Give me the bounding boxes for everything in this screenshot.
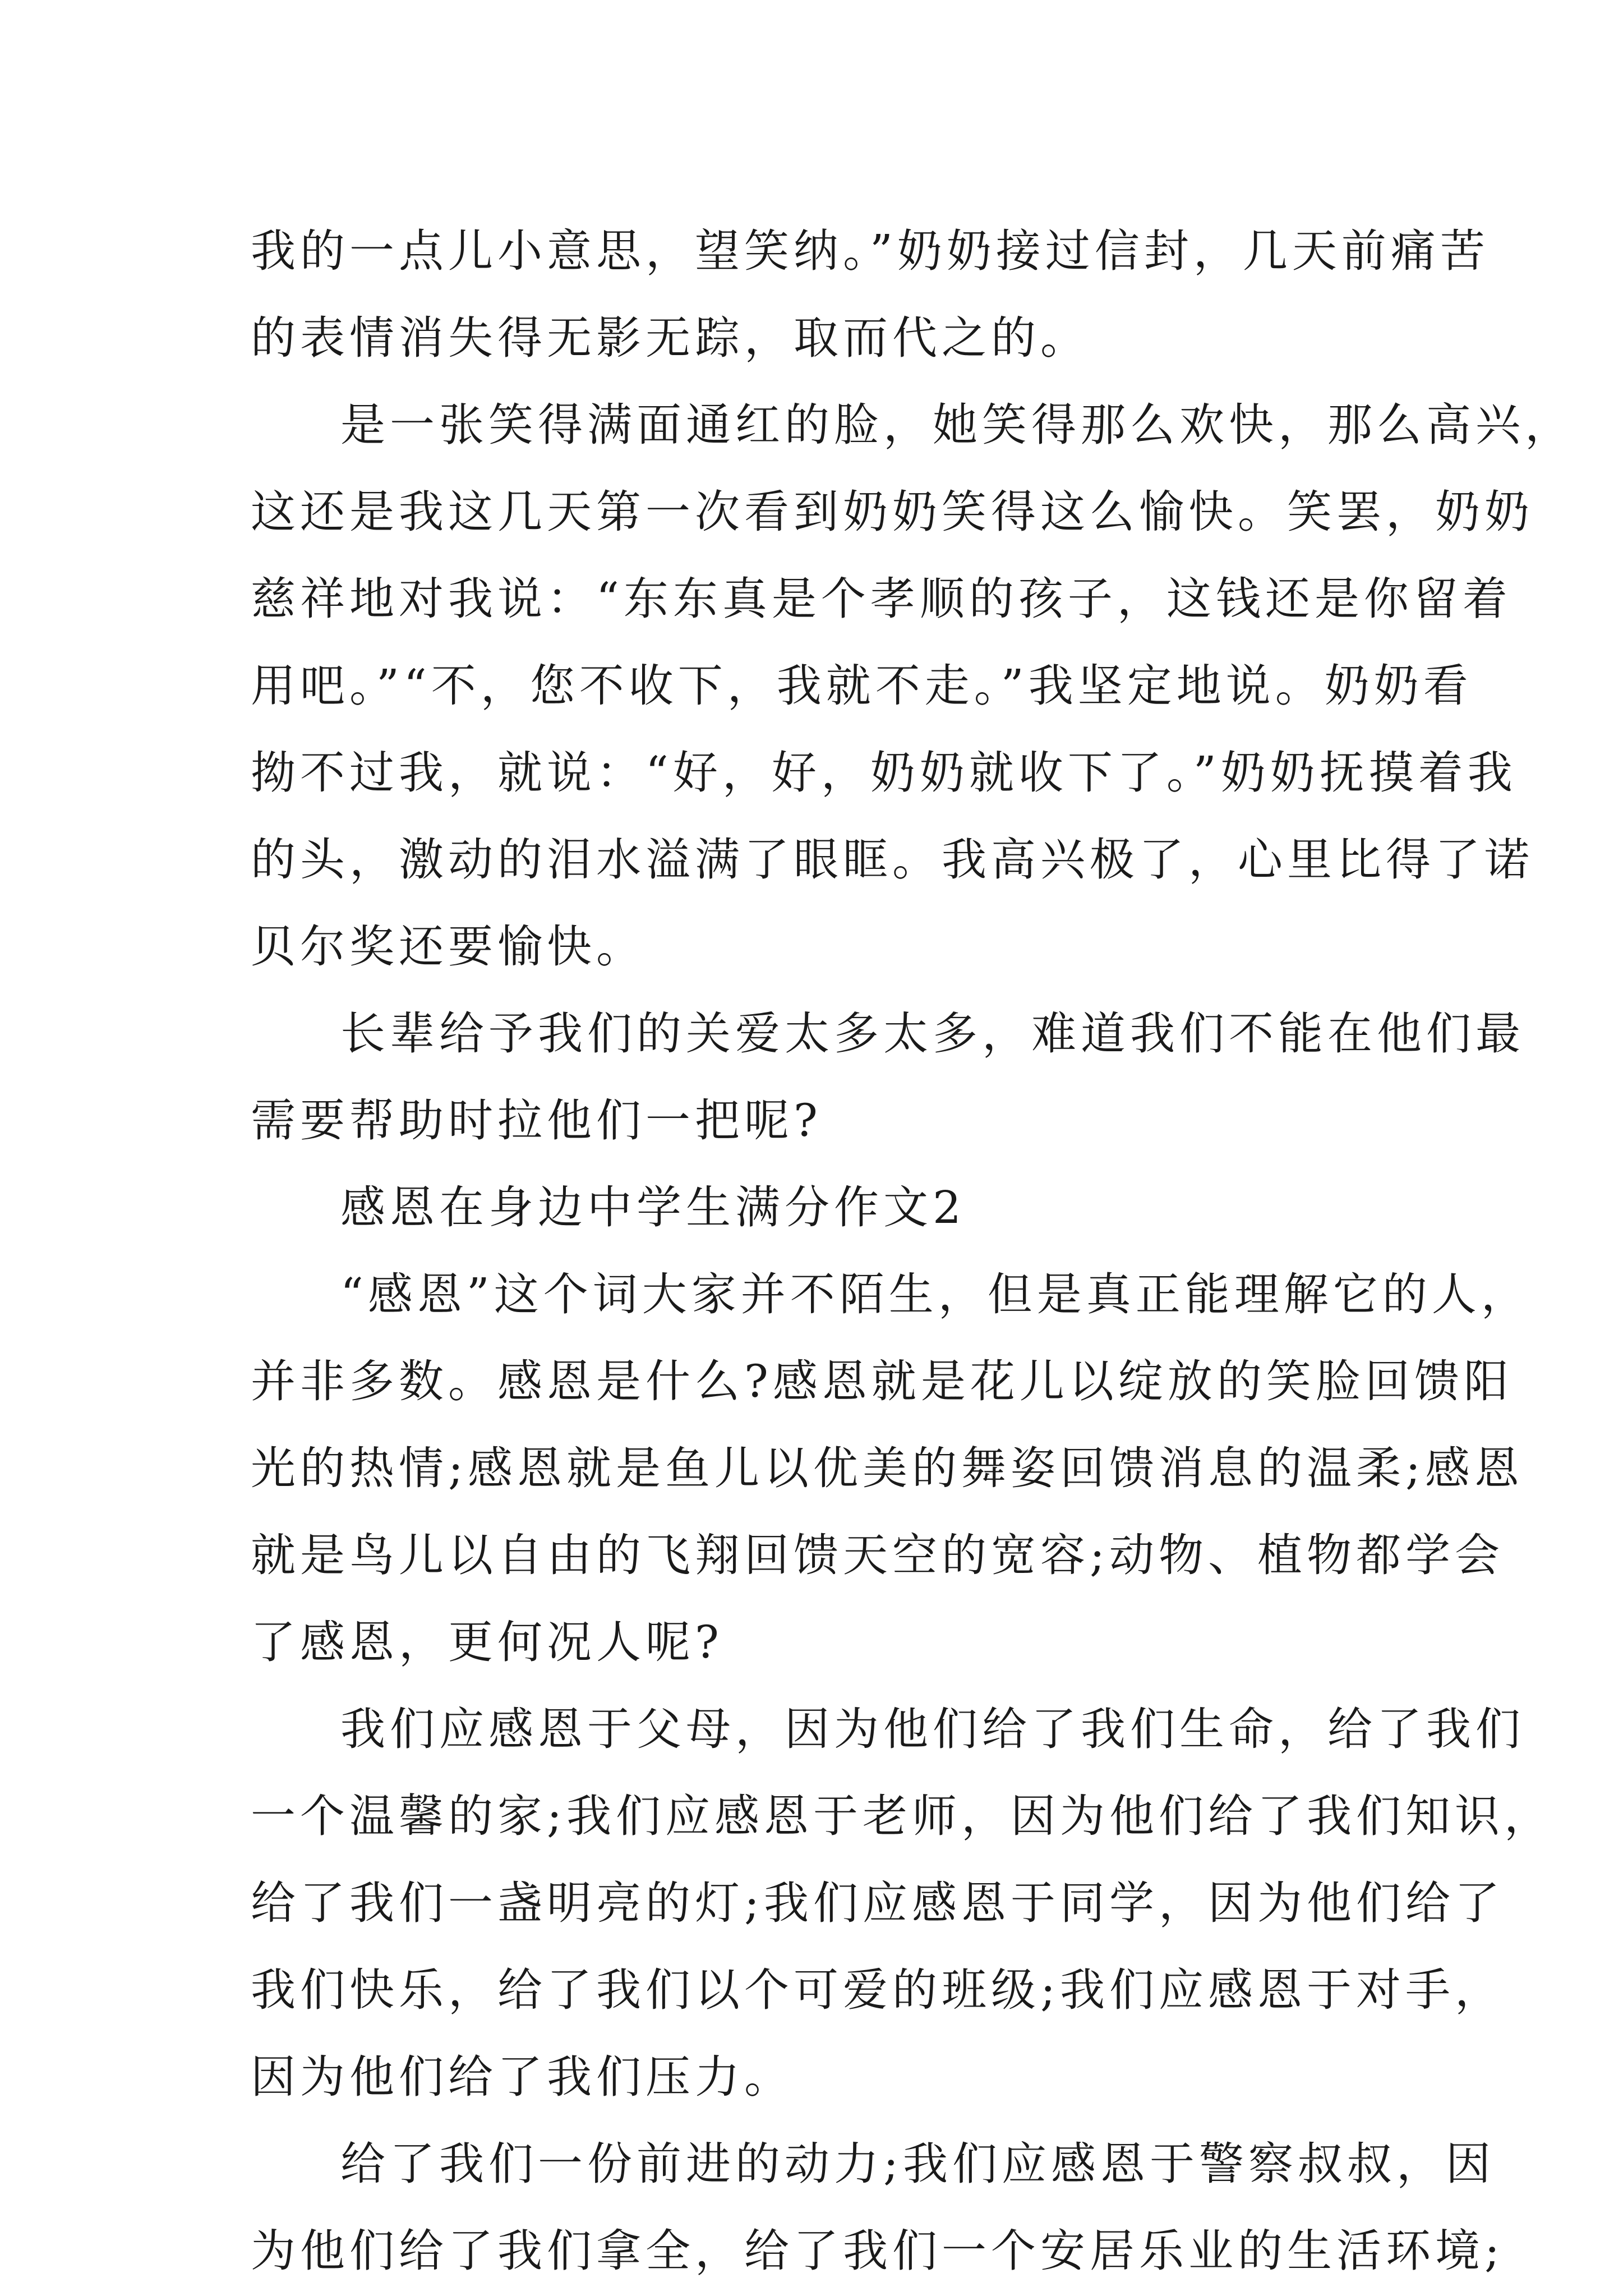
text-line: 我们快乐，给了我们以个可爱的班级;我们应感恩于对手， — [251, 1964, 1504, 2016]
text-line: 为他们给了我们拿全，给了我们一个安居乐业的生活环境; — [251, 2225, 1504, 2277]
text-line: 这还是我这几天第一次看到奶奶笑得这么愉快。笑罢，奶奶 — [251, 486, 1534, 538]
text-line: 了感恩，更何况人呢? — [251, 1616, 723, 1668]
paragraph-start-line: 给了我们一份前进的动力;我们应感恩于警察叔叔，因 — [340, 2138, 1495, 2190]
text-line: 用吧。”“不，您不收下，我就不走。”我坚定地说。奶奶看 — [251, 660, 1473, 712]
paragraph-start-line: 是一张笑得满面通红的脸，她笑得那么欢快，那么高兴， — [340, 399, 1574, 451]
text-line: 慈祥地对我说：“东东真是个孝顺的孩子，这钱还是你留着 — [251, 573, 1512, 625]
text-line: 拗不过我，就说：“好，好，奶奶就收下了。”奶奶抚摸着我 — [251, 747, 1517, 799]
text-line: 需要帮助时拉他们一把呢? — [251, 1094, 822, 1147]
essay-title: 感恩在身边中学生满分作文2 — [340, 1181, 966, 1234]
text-line: 因为他们给了我们压力。 — [251, 2051, 794, 2103]
text-line: 的表情消失得无影无踪，取而代之的。 — [251, 312, 1090, 364]
text-line: 并非多数。感恩是什么?感恩就是花儿以绽放的笑脸回馈阳 — [251, 1355, 1513, 1407]
text-line: 一个温馨的家;我们应感恩于老师，因为他们给了我们知识， — [251, 1790, 1553, 1842]
essay-body — [251, 208, 1574, 2294]
text-line: 的头，激动的泪水溢满了眼眶。我高兴极了，心里比得了诺 — [251, 834, 1534, 886]
paragraph-start-line: 我们应感恩于父母，因为他们给了我们生命，给了我们 — [340, 1703, 1525, 1755]
paragraph-start-line: 长辈给予我们的关爱太多太多，难道我们不能在他们最 — [340, 1007, 1525, 1060]
text-line: 就是鸟儿以自由的飞翔回馈天空的宽容;动物、植物都学会 — [251, 1529, 1504, 1581]
paragraph-start-line: “感恩”这个词大家并不陌生，但是真正能理解它的人， — [340, 1268, 1530, 1320]
text-line: 给了我们一盏明亮的灯;我们应感恩于同学，因为他们给了 — [251, 1877, 1504, 1929]
text-line: 我的一点儿小意思，望笑纳。”奶奶接过信封，几天前痛苦 — [251, 225, 1490, 277]
text-line: 贝尔奖还要愉快。 — [251, 921, 645, 973]
text-line: 光的热情;感恩就是鱼儿以优美的舞姿回馈消息的温柔;感恩 — [251, 1442, 1524, 1494]
